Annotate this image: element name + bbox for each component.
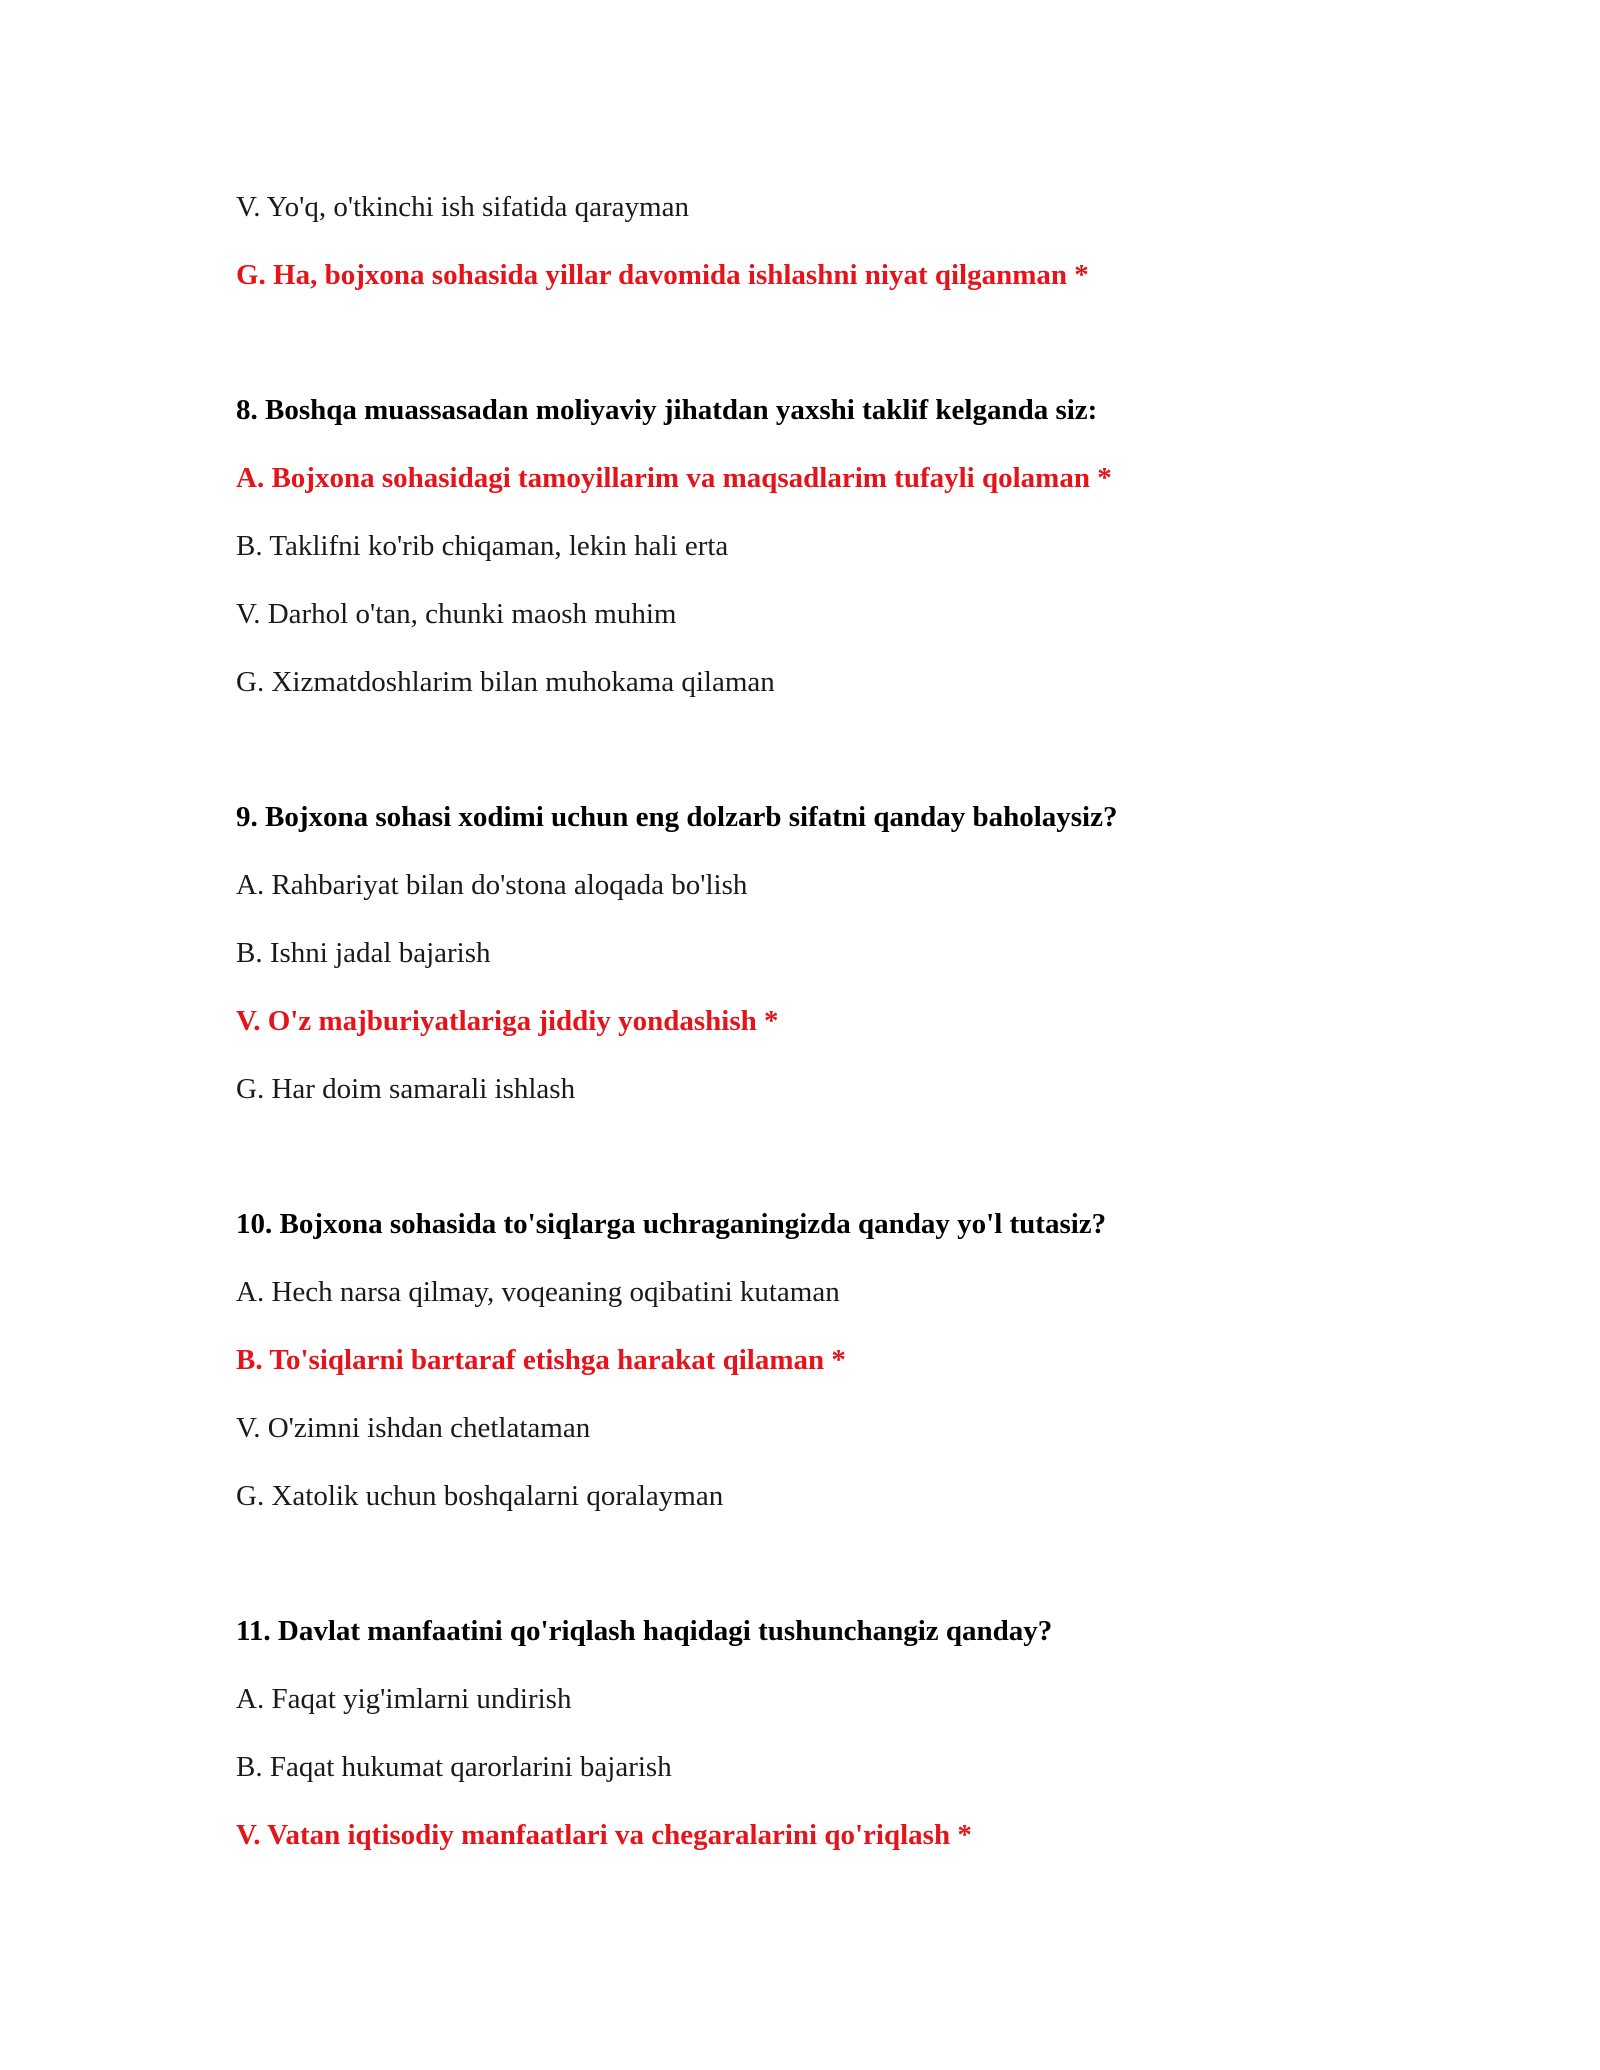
answer-option: B. Ishni jadal bajarish [236,937,491,969]
answer-option: B. Taklifni ko'rib chiqaman, lekin hali erta [236,530,729,562]
spacer [236,1540,1436,1607]
spacer [236,1133,1436,1200]
spacer [236,319,1436,386]
answer-option: V. Darhol o'tan, chunki maosh muhim [236,598,677,630]
question-title: 10. Bojxona sohasida to'siqlarga uchraganingizda qanday yo'l tutasiz? [236,1208,1107,1240]
correct-answer-option: G. Ha, bojxona sohasida yillar davomida ishlashni niyat qilganman * [236,259,1089,291]
answer-option: A. Faqat yig'imlarni undirish [236,1683,572,1715]
answer-option: G. Xizmatdoshlarim bilan muhokama qilaman [236,666,775,698]
question-title: 11. Davlat manfaatini qo'riqlash haqidagi tushunchangiz qanday? [236,1615,1053,1647]
answer-option: G. Xatolik uchun boshqalarni qoralayman [236,1480,724,1512]
answer-option: V. O'zimni ishdan chetlataman [236,1412,591,1444]
answer-option: A. Rahbariyat bilan do'stona aloqada bo'lish [236,869,748,901]
document-page [236,183,1436,1879]
spacer [236,726,1436,793]
question-title: 9. Bojxona sohasi xodimi uchun eng dolzarb sifatni qanday baholaysiz? [236,801,1118,833]
question-title: 8. Boshqa muassasadan moliyaviy jihatdan yaxshi taklif kelganda siz: [236,394,1098,426]
answer-option: B. Faqat hukumat qarorlarini bajarish [236,1751,672,1783]
answer-option: G. Har doim samarali ishlash [236,1073,576,1105]
answer-option: A. Hech narsa qilmay, voqeaning oqibatini kutaman [236,1276,840,1308]
correct-answer-option: V. O'z majburiyatlariga jiddiy yondashish * [236,1005,779,1037]
answer-option: V. Yo'q, o'tkinchi ish sifatida qarayman [236,191,689,223]
correct-answer-option: A. Bojxona sohasidagi tamoyillarim va maqsadlarim tufayli qolaman * [236,462,1112,494]
correct-answer-option: B. To'siqlarni bartaraf etishga harakat qilaman * [236,1344,846,1376]
correct-answer-option: V. Vatan iqtisodiy manfaatlari va chegaralarini qo'riqlash * [236,1819,972,1851]
